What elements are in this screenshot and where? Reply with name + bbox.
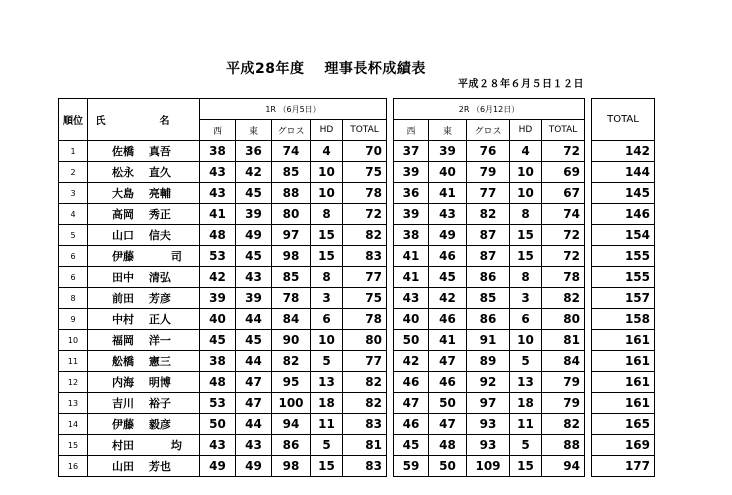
table-row: [59, 351, 655, 372]
r2-total-cell: 78: [542, 267, 585, 288]
r1-west-cell: 42: [200, 267, 236, 288]
gap-cell: [387, 141, 394, 162]
r1-west-cell: 50: [200, 414, 236, 435]
gap-cell: [585, 162, 592, 183]
gap-cell: [387, 372, 394, 393]
r1-total-cell: 75: [343, 288, 387, 309]
r1-east-cell: 44: [236, 309, 272, 330]
r1-hd-cell: 8: [311, 267, 343, 288]
r2-west-cell: 41: [394, 267, 429, 288]
gap-cell: [585, 267, 592, 288]
r1-gross-cell: 82: [272, 351, 311, 372]
rank-cell: 6: [59, 246, 88, 267]
rank-cell: 13: [59, 393, 88, 414]
r2-total-cell: 79: [542, 393, 585, 414]
r2-gross-cell: 89: [467, 351, 510, 372]
r2-west-cell: 39: [394, 204, 429, 225]
r1-east-cell: 45: [236, 246, 272, 267]
r1-gross-header: グロス: [272, 120, 311, 141]
r1-east-cell: 42: [236, 162, 272, 183]
r2-gross-cell: 76: [467, 141, 510, 162]
gap-cell: [585, 141, 592, 162]
gap-cell: [387, 456, 394, 477]
r2-west-header: 西: [394, 120, 429, 141]
r1-west-cell: 40: [200, 309, 236, 330]
r1-gross-cell: 78: [272, 288, 311, 309]
gap-cell: [387, 288, 394, 309]
table-row: [59, 204, 655, 225]
r1-gross-cell: 100: [272, 393, 311, 414]
gap-cell: [585, 309, 592, 330]
player-name-cell: 吉川 裕子: [88, 393, 200, 414]
grand-total-cell: 155: [592, 267, 655, 288]
r2-west-cell: 37: [394, 141, 429, 162]
r2-hd-cell: 15: [510, 246, 542, 267]
grand-total-cell: 144: [592, 162, 655, 183]
r2-hd-cell: 13: [510, 372, 542, 393]
r1-east-cell: 45: [236, 183, 272, 204]
r1-east-cell: 45: [236, 330, 272, 351]
gap-cell: [585, 120, 592, 141]
page-title: 平成28年度 理事長杯成績表: [226, 61, 426, 77]
r2-total-cell: 94: [542, 456, 585, 477]
r2-west-cell: 47: [394, 393, 429, 414]
r2-east-cell: 41: [429, 183, 467, 204]
r2-east-cell: 46: [429, 309, 467, 330]
total-header: TOTAL: [592, 99, 655, 141]
r2-total-header: TOTAL: [542, 120, 585, 141]
r1-hd-cell: 10: [311, 162, 343, 183]
r1-hd-header: HD: [311, 120, 343, 141]
gap-cell: [585, 414, 592, 435]
r1-hd-cell: 5: [311, 351, 343, 372]
table-row: [59, 162, 655, 183]
r2-east-cell: 45: [429, 267, 467, 288]
round2-header: 2R （6月12日）: [394, 99, 585, 120]
rank-cell: 4: [59, 204, 88, 225]
r1-west-cell: 49: [200, 456, 236, 477]
r2-hd-cell: 5: [510, 351, 542, 372]
gap-cell: [585, 225, 592, 246]
event-date: 平成２８年６月５日１２日: [458, 79, 584, 90]
table-row: [59, 393, 655, 414]
table-row: [59, 183, 655, 204]
grand-total-cell: 157: [592, 288, 655, 309]
r1-east-cell: 49: [236, 225, 272, 246]
r2-hd-cell: 5: [510, 435, 542, 456]
r2-east-cell: 48: [429, 435, 467, 456]
grand-total-cell: 154: [592, 225, 655, 246]
r1-hd-cell: 6: [311, 309, 343, 330]
r1-gross-cell: 85: [272, 267, 311, 288]
r2-gross-cell: 79: [467, 162, 510, 183]
gap-cell: [585, 330, 592, 351]
r2-gross-cell: 93: [467, 435, 510, 456]
rank-cell: 10: [59, 330, 88, 351]
r2-gross-cell: 86: [467, 309, 510, 330]
rank-cell: 5: [59, 225, 88, 246]
gap-cell: [585, 99, 592, 120]
r2-total-cell: 84: [542, 351, 585, 372]
r1-hd-cell: 15: [311, 225, 343, 246]
round1-header: 1R （6月5日）: [200, 99, 387, 120]
gap-cell: [585, 393, 592, 414]
r1-gross-cell: 86: [272, 435, 311, 456]
r2-east-cell: 40: [429, 162, 467, 183]
table-row: [59, 141, 655, 162]
player-name-cell: 内海 明博: [88, 372, 200, 393]
r1-east-cell: 47: [236, 393, 272, 414]
r2-gross-cell: 91: [467, 330, 510, 351]
r2-east-cell: 50: [429, 456, 467, 477]
table-row: [59, 267, 655, 288]
r1-hd-cell: 15: [311, 456, 343, 477]
r1-east-cell: 43: [236, 267, 272, 288]
r2-total-cell: 88: [542, 435, 585, 456]
player-name-cell: 村田 均: [88, 435, 200, 456]
header-row-round: [59, 99, 655, 120]
r2-west-cell: 39: [394, 162, 429, 183]
r1-west-cell: 45: [200, 330, 236, 351]
r1-hd-cell: 10: [311, 183, 343, 204]
r1-total-cell: 75: [343, 162, 387, 183]
r2-east-cell: 43: [429, 204, 467, 225]
rank-cell: 6: [59, 267, 88, 288]
grand-total-cell: 177: [592, 456, 655, 477]
r1-gross-cell: 94: [272, 414, 311, 435]
gap-cell: [387, 414, 394, 435]
grand-total-cell: 145: [592, 183, 655, 204]
grand-total-cell: 161: [592, 330, 655, 351]
r2-east-cell: 42: [429, 288, 467, 309]
r2-gross-cell: 97: [467, 393, 510, 414]
grand-total-cell: 158: [592, 309, 655, 330]
r2-total-cell: 79: [542, 372, 585, 393]
r1-total-cell: 81: [343, 435, 387, 456]
r1-gross-cell: 88: [272, 183, 311, 204]
gap-cell: [387, 225, 394, 246]
r1-total-cell: 82: [343, 225, 387, 246]
gap-cell: [387, 351, 394, 372]
table-row: [59, 414, 655, 435]
r1-west-cell: 39: [200, 288, 236, 309]
r2-gross-cell: 85: [467, 288, 510, 309]
name-header: 氏 名: [88, 99, 200, 141]
r2-west-cell: 38: [394, 225, 429, 246]
r2-east-cell: 46: [429, 372, 467, 393]
player-name-cell: 前田 芳彦: [88, 288, 200, 309]
rank-cell: 3: [59, 183, 88, 204]
results-body: [59, 99, 655, 477]
r1-gross-cell: 98: [272, 246, 311, 267]
r2-hd-cell: 6: [510, 309, 542, 330]
r1-east-cell: 44: [236, 351, 272, 372]
gap-cell: [387, 99, 394, 120]
r2-east-cell: 49: [429, 225, 467, 246]
r1-hd-cell: 4: [311, 141, 343, 162]
r1-total-cell: 80: [343, 330, 387, 351]
r1-hd-cell: 13: [311, 372, 343, 393]
grand-total-cell: 169: [592, 435, 655, 456]
r1-east-header: 東: [236, 120, 272, 141]
r1-west-cell: 43: [200, 435, 236, 456]
r1-hd-cell: 15: [311, 246, 343, 267]
r2-gross-cell: 86: [467, 267, 510, 288]
r2-hd-cell: 8: [510, 267, 542, 288]
r1-gross-cell: 98: [272, 456, 311, 477]
r1-gross-cell: 90: [272, 330, 311, 351]
gap-cell: [387, 393, 394, 414]
r1-total-cell: 82: [343, 372, 387, 393]
grand-total-cell: 146: [592, 204, 655, 225]
r2-total-cell: 82: [542, 414, 585, 435]
table-row: [59, 288, 655, 309]
grand-total-cell: 165: [592, 414, 655, 435]
r2-east-cell: 46: [429, 246, 467, 267]
r1-west-cell: 48: [200, 225, 236, 246]
player-name-cell: 伊藤 司: [88, 246, 200, 267]
gap-cell: [387, 120, 394, 141]
r1-east-cell: 39: [236, 288, 272, 309]
r2-east-cell: 41: [429, 330, 467, 351]
r2-hd-header: HD: [510, 120, 542, 141]
gap-cell: [585, 204, 592, 225]
rank-cell: 14: [59, 414, 88, 435]
r1-total-cell: 82: [343, 393, 387, 414]
r1-west-header: 西: [200, 120, 236, 141]
player-name-cell: 松永 直久: [88, 162, 200, 183]
gap-cell: [585, 372, 592, 393]
player-name-cell: 伊藤 毅彦: [88, 414, 200, 435]
r2-west-cell: 41: [394, 246, 429, 267]
r1-gross-cell: 97: [272, 225, 311, 246]
player-name-cell: 福岡 洋一: [88, 330, 200, 351]
grand-total-cell: 161: [592, 372, 655, 393]
r2-east-cell: 47: [429, 351, 467, 372]
r2-hd-cell: 18: [510, 393, 542, 414]
r2-hd-cell: 11: [510, 414, 542, 435]
r1-west-cell: 53: [200, 246, 236, 267]
player-name-cell: 田中 清弘: [88, 267, 200, 288]
r2-total-cell: 69: [542, 162, 585, 183]
r1-total-cell: 77: [343, 351, 387, 372]
gap-cell: [387, 435, 394, 456]
grand-total-cell: 161: [592, 393, 655, 414]
r2-total-cell: 72: [542, 141, 585, 162]
rank-cell: 11: [59, 351, 88, 372]
player-name-cell: 大島 亮輔: [88, 183, 200, 204]
r1-total-cell: 83: [343, 414, 387, 435]
rank-cell: 8: [59, 288, 88, 309]
rank-cell: 2: [59, 162, 88, 183]
r1-east-cell: 49: [236, 456, 272, 477]
r1-gross-cell: 74: [272, 141, 311, 162]
r2-total-cell: 74: [542, 204, 585, 225]
player-name-cell: 中村 正人: [88, 309, 200, 330]
r2-hd-cell: 4: [510, 141, 542, 162]
r1-hd-cell: 3: [311, 288, 343, 309]
gap-cell: [585, 246, 592, 267]
table-row: [59, 435, 655, 456]
player-name-cell: 佐橋 真吾: [88, 141, 200, 162]
r1-hd-cell: 10: [311, 330, 343, 351]
player-name-cell: 山田 芳也: [88, 456, 200, 477]
r2-gross-cell: 82: [467, 204, 510, 225]
gap-cell: [387, 162, 394, 183]
r1-east-cell: 44: [236, 414, 272, 435]
r2-total-cell: 72: [542, 246, 585, 267]
r1-west-cell: 43: [200, 183, 236, 204]
gap-cell: [585, 183, 592, 204]
r1-west-cell: 38: [200, 351, 236, 372]
gap-cell: [387, 309, 394, 330]
r1-west-cell: 53: [200, 393, 236, 414]
r2-total-cell: 72: [542, 225, 585, 246]
r1-total-cell: 72: [343, 204, 387, 225]
table-row: [59, 372, 655, 393]
r2-gross-cell: 93: [467, 414, 510, 435]
r1-gross-cell: 95: [272, 372, 311, 393]
gap-cell: [387, 330, 394, 351]
rank-cell: 12: [59, 372, 88, 393]
gap-cell: [585, 435, 592, 456]
r1-west-cell: 41: [200, 204, 236, 225]
r2-east-cell: 47: [429, 414, 467, 435]
r2-hd-cell: 10: [510, 330, 542, 351]
table-row: [59, 309, 655, 330]
r2-gross-cell: 77: [467, 183, 510, 204]
rank-cell: 16: [59, 456, 88, 477]
r1-hd-cell: 11: [311, 414, 343, 435]
r1-gross-cell: 80: [272, 204, 311, 225]
rank-header: 順位: [59, 99, 88, 141]
gap-cell: [387, 204, 394, 225]
r2-total-cell: 81: [542, 330, 585, 351]
r1-east-cell: 36: [236, 141, 272, 162]
r2-hd-cell: 8: [510, 204, 542, 225]
r1-total-cell: 83: [343, 456, 387, 477]
grand-total-cell: 155: [592, 246, 655, 267]
gap-cell: [585, 456, 592, 477]
r1-total-cell: 77: [343, 267, 387, 288]
r1-west-cell: 48: [200, 372, 236, 393]
table-row: [59, 225, 655, 246]
r1-west-cell: 38: [200, 141, 236, 162]
rank-cell: 1: [59, 141, 88, 162]
r2-west-cell: 36: [394, 183, 429, 204]
r2-west-cell: 40: [394, 309, 429, 330]
r1-hd-cell: 8: [311, 204, 343, 225]
grand-total-cell: 161: [592, 351, 655, 372]
gap-cell: [585, 288, 592, 309]
r1-total-cell: 83: [343, 246, 387, 267]
player-name-cell: 舩橋 憲三: [88, 351, 200, 372]
r2-hd-cell: 15: [510, 225, 542, 246]
r2-east-cell: 50: [429, 393, 467, 414]
r2-west-cell: 42: [394, 351, 429, 372]
r1-east-cell: 47: [236, 372, 272, 393]
rank-cell: 9: [59, 309, 88, 330]
r2-total-cell: 80: [542, 309, 585, 330]
r2-west-cell: 46: [394, 414, 429, 435]
r2-gross-cell: 87: [467, 225, 510, 246]
r2-total-cell: 67: [542, 183, 585, 204]
r2-hd-cell: 10: [510, 162, 542, 183]
r1-total-cell: 78: [343, 183, 387, 204]
r2-west-cell: 50: [394, 330, 429, 351]
r1-west-cell: 43: [200, 162, 236, 183]
table-row: [59, 456, 655, 477]
gap-cell: [387, 183, 394, 204]
gap-cell: [387, 246, 394, 267]
r1-total-header: TOTAL: [343, 120, 387, 141]
r1-gross-cell: 84: [272, 309, 311, 330]
r2-west-cell: 43: [394, 288, 429, 309]
r1-east-cell: 43: [236, 435, 272, 456]
r2-hd-cell: 10: [510, 183, 542, 204]
r1-gross-cell: 85: [272, 162, 311, 183]
r1-total-cell: 78: [343, 309, 387, 330]
rank-cell: 15: [59, 435, 88, 456]
results-table: [58, 98, 655, 477]
r2-gross-cell: 92: [467, 372, 510, 393]
r2-total-cell: 82: [542, 288, 585, 309]
gap-cell: [585, 351, 592, 372]
table-row: [59, 330, 655, 351]
r1-east-cell: 39: [236, 204, 272, 225]
r2-west-cell: 59: [394, 456, 429, 477]
r2-hd-cell: 3: [510, 288, 542, 309]
r2-east-cell: 39: [429, 141, 467, 162]
grand-total-cell: 142: [592, 141, 655, 162]
r2-gross-cell: 87: [467, 246, 510, 267]
r1-hd-cell: 18: [311, 393, 343, 414]
r2-west-cell: 45: [394, 435, 429, 456]
r1-hd-cell: 5: [311, 435, 343, 456]
r2-east-header: 東: [429, 120, 467, 141]
gap-cell: [387, 267, 394, 288]
table-row: [59, 246, 655, 267]
r2-gross-cell: 109: [467, 456, 510, 477]
player-name-cell: 高岡 秀正: [88, 204, 200, 225]
player-name-cell: 山口 信夫: [88, 225, 200, 246]
r2-gross-header: グロス: [467, 120, 510, 141]
r2-hd-cell: 15: [510, 456, 542, 477]
r1-total-cell: 70: [343, 141, 387, 162]
r2-west-cell: 46: [394, 372, 429, 393]
